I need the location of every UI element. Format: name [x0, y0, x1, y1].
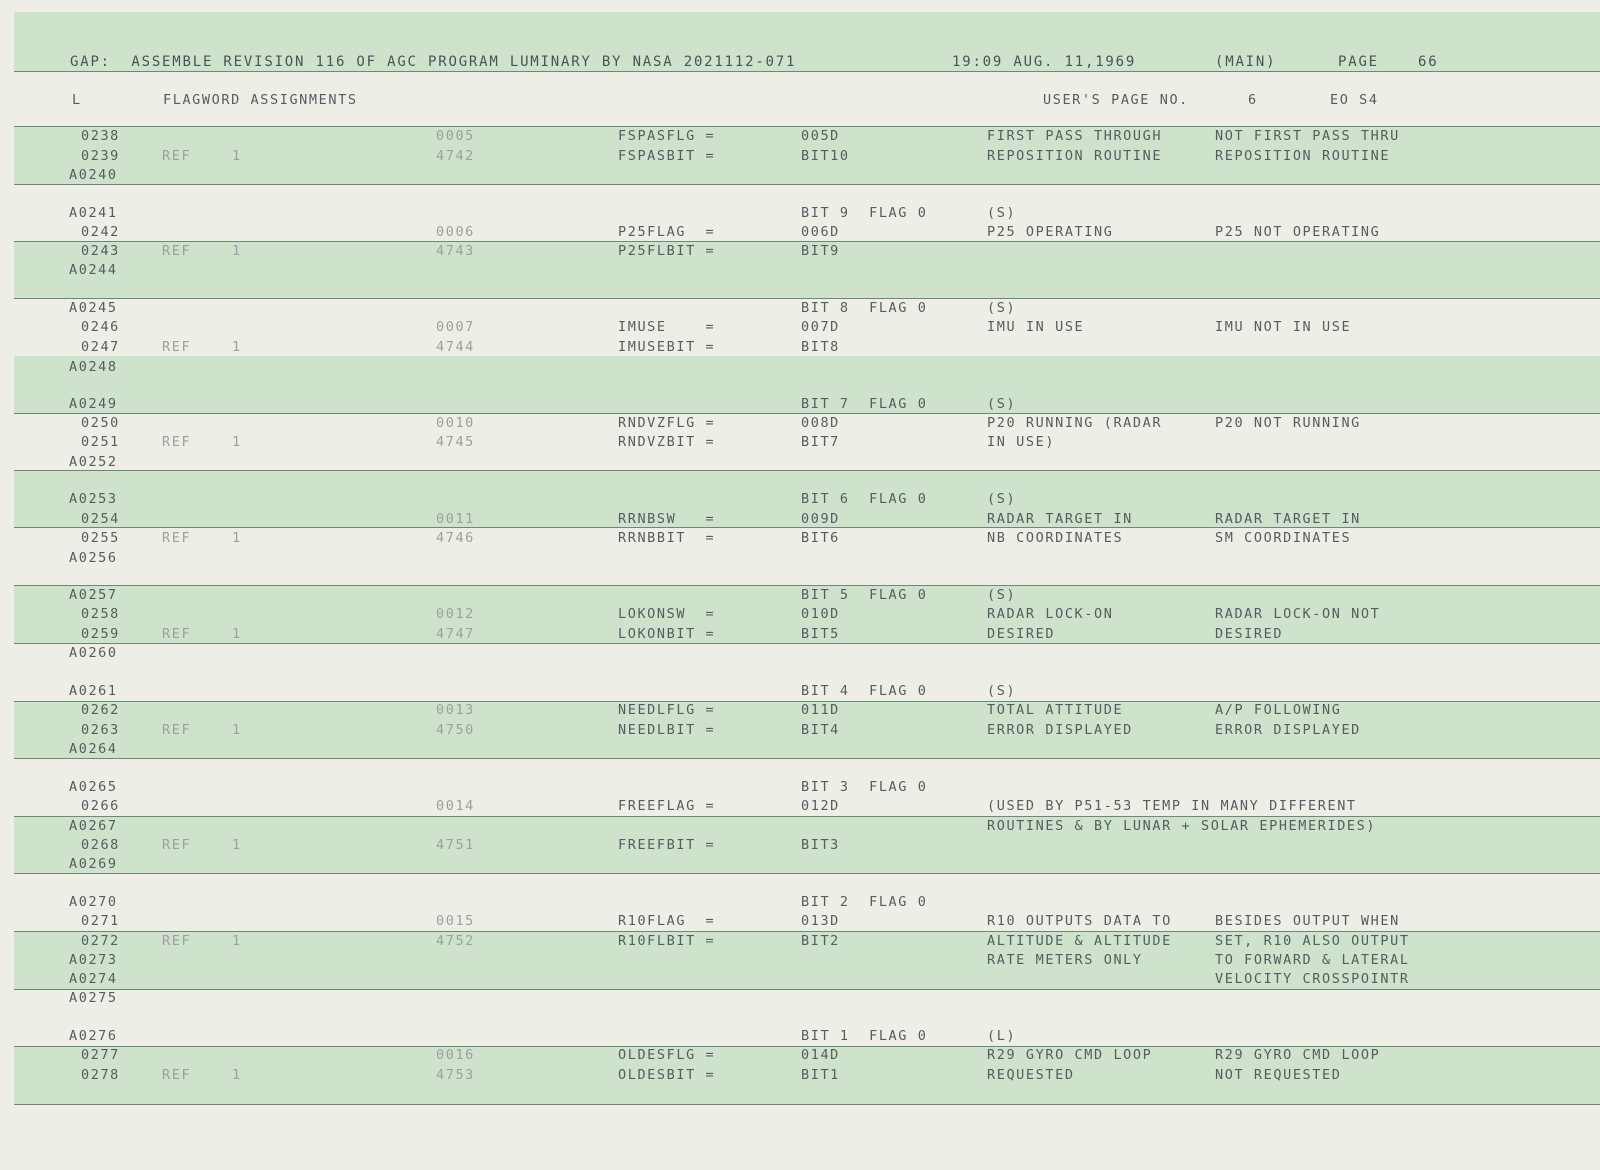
line-number: 0255: [81, 530, 120, 546]
rule-line: [14, 470, 1600, 471]
value: 008D: [801, 415, 840, 431]
value: 010D: [801, 606, 840, 622]
rule-line: [14, 71, 1600, 72]
rule-line: [14, 643, 1600, 644]
line-number: A0273: [69, 952, 118, 968]
line-number: A0260: [69, 645, 118, 661]
description-set: P20 RUNNING (RADAR: [987, 415, 1163, 431]
line-number: A0245: [69, 300, 118, 316]
description-set: ERROR DISPLAYED: [987, 722, 1133, 738]
value: 005D: [801, 128, 840, 144]
description-reset: NOT FIRST PASS THRU: [1215, 128, 1400, 144]
description-reset: VELOCITY CROSSPOINTR: [1215, 971, 1410, 987]
address: 0007: [436, 319, 475, 335]
symbol: RNDVZFLG =: [618, 415, 716, 431]
description-set: (L): [987, 1028, 1017, 1044]
line-number: A0270: [69, 894, 118, 910]
ref-label: REF: [162, 837, 192, 853]
description-set: IMU IN USE: [987, 319, 1085, 335]
line-number: A0256: [69, 550, 118, 566]
line-number: A0244: [69, 262, 118, 278]
value: BIT10: [801, 148, 850, 164]
symbol: FREEFLAG =: [618, 798, 716, 814]
address: 0014: [436, 798, 475, 814]
symbol: FSPASFLG =: [618, 128, 716, 144]
description-set: (S): [987, 205, 1017, 221]
description-reset: P25 NOT OPERATING: [1215, 224, 1381, 240]
description-reset: SM COORDINATES: [1215, 530, 1352, 546]
line-number: 0268: [81, 837, 120, 853]
value: BIT7: [801, 434, 840, 450]
symbol: R10FLAG =: [618, 913, 716, 929]
address: 4743: [436, 243, 475, 259]
symbol: LOKONSW =: [618, 606, 716, 622]
value: BIT4: [801, 722, 840, 738]
line-number: 0254: [81, 511, 120, 527]
description-reset: RADAR LOCK-ON NOT: [1215, 606, 1381, 622]
ref-label: REF: [162, 339, 192, 355]
value: BIT 7 FLAG 0: [801, 396, 928, 412]
value: BIT 6 FLAG 0: [801, 491, 928, 507]
section-label: (MAIN): [1215, 54, 1277, 70]
ref-count: 1: [232, 722, 242, 738]
line-number: 0263: [81, 722, 120, 738]
description-reset: NOT REQUESTED: [1215, 1067, 1342, 1083]
description-set: TOTAL ATTITUDE: [987, 702, 1124, 718]
description-reset: ERROR DISPLAYED: [1215, 722, 1361, 738]
address: 4750: [436, 722, 475, 738]
description-reset: TO FORWARD & LATERAL: [1215, 952, 1410, 968]
timestamp: 19:09 AUG. 11,1969: [952, 54, 1137, 70]
description-set: REQUESTED: [987, 1067, 1075, 1083]
ref-label: REF: [162, 626, 192, 642]
listing-title: GAP: ASSEMBLE REVISION 116 OF AGC PROGRAM LUMINARY BY NASA 2021112-071: [70, 54, 797, 70]
description-reset: REPOSITION ROUTINE: [1215, 148, 1391, 164]
line-number: 0277: [81, 1047, 120, 1063]
value: 012D: [801, 798, 840, 814]
description-set: RATE METERS ONLY: [987, 952, 1143, 968]
value: 013D: [801, 913, 840, 929]
description-set: NB COORDINATES: [987, 530, 1124, 546]
address: 4742: [436, 148, 475, 164]
line-number: 0250: [81, 415, 120, 431]
ref-label: REF: [162, 933, 192, 949]
line-number: 0262: [81, 702, 120, 718]
rule-line: [14, 873, 1600, 874]
description-set: P25 OPERATING: [987, 224, 1114, 240]
address: 0016: [436, 1047, 475, 1063]
description-set: DESIRED: [987, 626, 1056, 642]
address: 0015: [436, 913, 475, 929]
value: BIT5: [801, 626, 840, 642]
ref-count: 1: [232, 434, 242, 450]
eo-label: EO S4: [1330, 92, 1379, 108]
line-number: A0252: [69, 454, 118, 470]
address: 0005: [436, 128, 475, 144]
line-number: A0253: [69, 491, 118, 507]
ref-count: 1: [232, 1067, 242, 1083]
ref-label: REF: [162, 722, 192, 738]
symbol: RRNBSW =: [618, 511, 716, 527]
rule-line: [14, 816, 1600, 817]
value: BIT 9 FLAG 0: [801, 205, 928, 221]
line-number: A0241: [69, 205, 118, 221]
line-number: 0243: [81, 243, 120, 259]
line-number: A0248: [69, 359, 118, 375]
value: BIT9: [801, 243, 840, 259]
value: BIT8: [801, 339, 840, 355]
value: BIT 1 FLAG 0: [801, 1028, 928, 1044]
symbol: RNDVZBIT =: [618, 434, 716, 450]
line-number: 0238: [81, 128, 120, 144]
rule-line: [14, 184, 1600, 185]
description-reset: BESIDES OUTPUT WHEN: [1215, 913, 1400, 929]
value: 009D: [801, 511, 840, 527]
symbol: IMUSEBIT =: [618, 339, 716, 355]
value: BIT 3 FLAG 0: [801, 779, 928, 795]
description-set: (S): [987, 683, 1017, 699]
address: 4747: [436, 626, 475, 642]
description-set: FIRST PASS THROUGH: [987, 128, 1163, 144]
line-number: A0257: [69, 587, 118, 603]
rule-line: [14, 585, 1600, 586]
rule-line: [14, 298, 1600, 299]
value: 011D: [801, 702, 840, 718]
rule-line: [14, 931, 1600, 932]
description-set: (USED BY P51-53 TEMP IN MANY DIFFERENT: [987, 798, 1357, 814]
value: BIT 4 FLAG 0: [801, 683, 928, 699]
value: BIT6: [801, 530, 840, 546]
ref-count: 1: [232, 339, 242, 355]
address: 0010: [436, 415, 475, 431]
ref-count: 1: [232, 243, 242, 259]
ref-count: 1: [232, 530, 242, 546]
value: BIT3: [801, 837, 840, 853]
line-number: 0246: [81, 319, 120, 335]
line-number: A0275: [69, 990, 118, 1006]
address: 0011: [436, 511, 475, 527]
ref-count: 1: [232, 148, 242, 164]
line-number: 0266: [81, 798, 120, 814]
address: 4745: [436, 434, 475, 450]
column-l-label: L: [72, 92, 82, 108]
ref-label: REF: [162, 1067, 192, 1083]
line-number: 0239: [81, 148, 120, 164]
line-number: A0261: [69, 683, 118, 699]
rule-line: [14, 241, 1600, 242]
symbol: NEEDLFLG =: [618, 702, 716, 718]
description-set: (S): [987, 587, 1017, 603]
description-reset: SET, R10 ALSO OUTPUT: [1215, 933, 1410, 949]
symbol: RRNBBIT =: [618, 530, 716, 546]
address: 4746: [436, 530, 475, 546]
address: 0006: [436, 224, 475, 240]
description-set: (S): [987, 300, 1017, 316]
address: 4752: [436, 933, 475, 949]
value: BIT2: [801, 933, 840, 949]
line-number: A0276: [69, 1028, 118, 1044]
address: 4744: [436, 339, 475, 355]
line-number: 0247: [81, 339, 120, 355]
ref-count: 1: [232, 837, 242, 853]
rule-line: [14, 413, 1600, 414]
line-number: A0249: [69, 396, 118, 412]
symbol: LOKONBIT =: [618, 626, 716, 642]
line-number: A0265: [69, 779, 118, 795]
page-label: PAGE: [1338, 54, 1379, 70]
line-number: 0259: [81, 626, 120, 642]
line-number: 0251: [81, 434, 120, 450]
description-set: (S): [987, 396, 1017, 412]
ref-label: REF: [162, 243, 192, 259]
value: 007D: [801, 319, 840, 335]
ref-label: REF: [162, 148, 192, 164]
line-number: A0240: [69, 167, 118, 183]
users-page-label: USER'S PAGE NO.: [1043, 92, 1189, 108]
ref-count: 1: [232, 933, 242, 949]
description-set: R29 GYRO CMD LOOP: [987, 1047, 1153, 1063]
rule-line: [14, 126, 1600, 127]
description-set: IN USE): [987, 434, 1056, 450]
line-number: A0264: [69, 741, 118, 757]
description-set: ALTITUDE & ALTITUDE: [987, 933, 1172, 949]
description-set: ROUTINES & BY LUNAR + SOLAR EPHEMERIDES): [987, 818, 1377, 834]
rule-line: [14, 758, 1600, 759]
line-number: 0242: [81, 224, 120, 240]
description-set: (S): [987, 491, 1017, 507]
address: 4751: [436, 837, 475, 853]
description-set: R10 OUTPUTS DATA TO: [987, 913, 1172, 929]
description-set: RADAR LOCK-ON: [987, 606, 1114, 622]
description-reset: IMU NOT IN USE: [1215, 319, 1352, 335]
page-number: 66: [1418, 54, 1439, 70]
line-number: 0272: [81, 933, 120, 949]
description-reset: DESIRED: [1215, 626, 1284, 642]
value: BIT 8 FLAG 0: [801, 300, 928, 316]
symbol: OLDESBIT =: [618, 1067, 716, 1083]
description-set: REPOSITION ROUTINE: [987, 148, 1163, 164]
symbol: OLDESFLG =: [618, 1047, 716, 1063]
description-reset: R29 GYRO CMD LOOP: [1215, 1047, 1381, 1063]
rule-line: [14, 989, 1600, 990]
value: BIT1: [801, 1067, 840, 1083]
line-number: 0271: [81, 913, 120, 929]
line-number: 0258: [81, 606, 120, 622]
ref-label: REF: [162, 530, 192, 546]
value: BIT 5 FLAG 0: [801, 587, 928, 603]
rule-line: [14, 527, 1600, 528]
description-set: RADAR TARGET IN: [987, 511, 1133, 527]
value: 006D: [801, 224, 840, 240]
symbol: R10FLBIT =: [618, 933, 716, 949]
symbol: P25FLBIT =: [618, 243, 716, 259]
line-number: A0267: [69, 818, 118, 834]
ref-count: 1: [232, 626, 242, 642]
address: 4753: [436, 1067, 475, 1083]
description-reset: A/P FOLLOWING: [1215, 702, 1342, 718]
ref-label: REF: [162, 434, 192, 450]
line-number: A0269: [69, 856, 118, 872]
line-number: A0274: [69, 971, 118, 987]
address: 0013: [436, 702, 475, 718]
section-heading: FLAGWORD ASSIGNMENTS: [163, 92, 358, 108]
symbol: NEEDLBIT =: [618, 722, 716, 738]
rule-line: [14, 1104, 1600, 1105]
symbol: FREEFBIT =: [618, 837, 716, 853]
users-page-number: 6: [1248, 92, 1258, 108]
description-reset: RADAR TARGET IN: [1215, 511, 1361, 527]
address: 0012: [436, 606, 475, 622]
value: BIT 2 FLAG 0: [801, 894, 928, 910]
line-number: 0278: [81, 1067, 120, 1083]
symbol: IMUSE =: [618, 319, 716, 335]
value: 014D: [801, 1047, 840, 1063]
description-reset: P20 NOT RUNNING: [1215, 415, 1361, 431]
symbol: FSPASBIT =: [618, 148, 716, 164]
symbol: P25FLAG =: [618, 224, 716, 240]
